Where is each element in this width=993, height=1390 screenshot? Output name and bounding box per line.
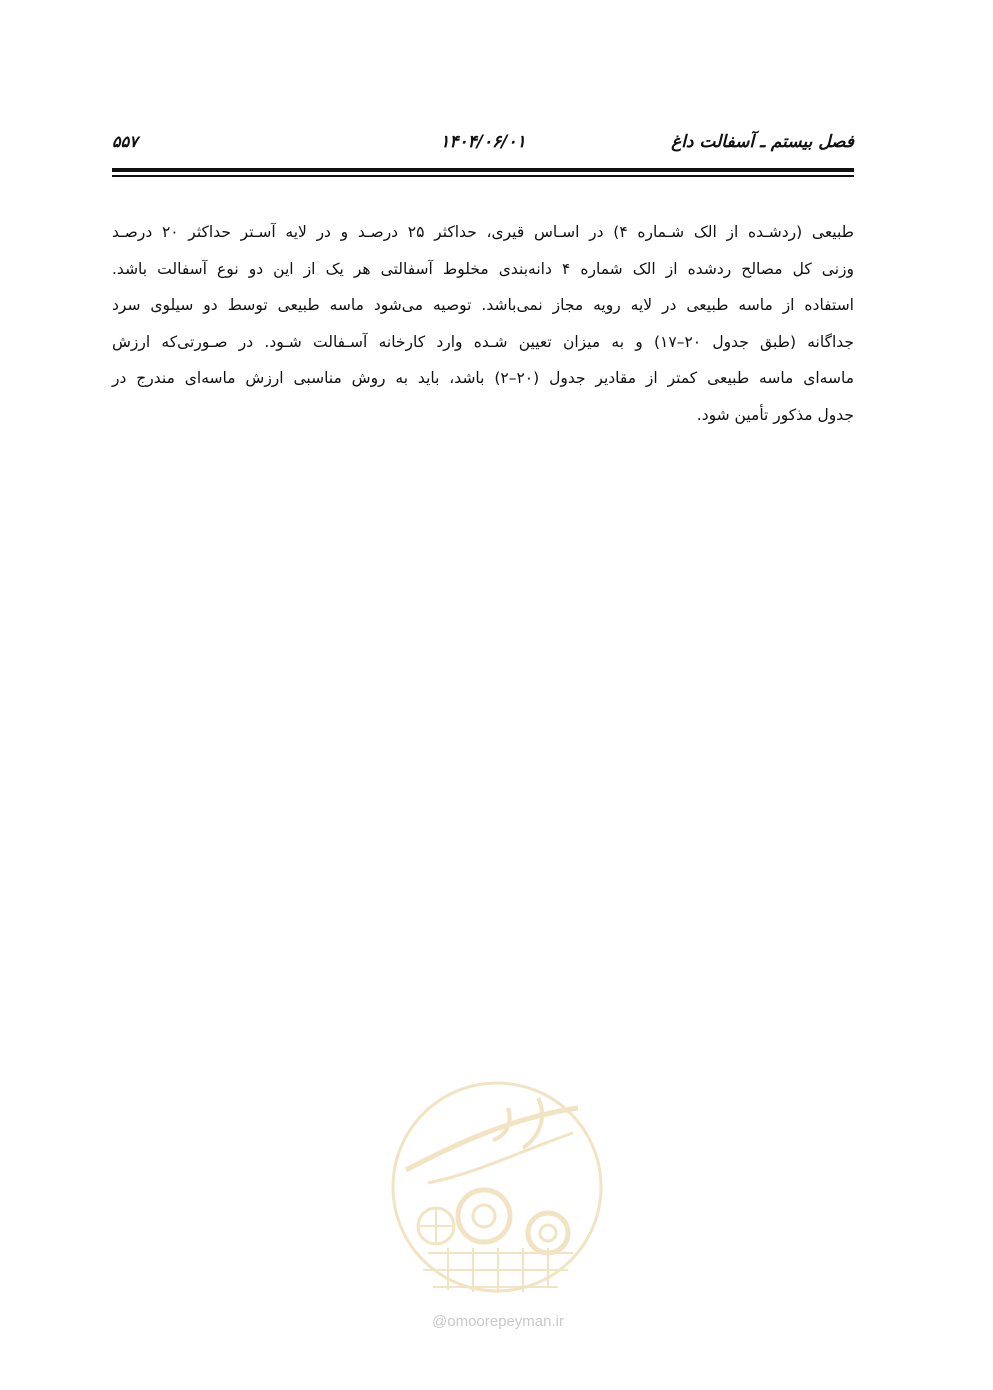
body-paragraph bbox=[112, 214, 854, 433]
page-header bbox=[112, 128, 854, 158]
header-rule-thick bbox=[112, 168, 854, 172]
revision-date: ۱۴۰۴/۰۶/۰۱ bbox=[440, 132, 526, 152]
header-rule-thin bbox=[112, 175, 854, 177]
paragraph-line: جدول مذکور تأمین شود. bbox=[696, 405, 854, 424]
watermark-logo-icon bbox=[388, 1078, 606, 1296]
paragraph-line: وزنی کل مصالح ردشده از الک شماره ۴ دانه‌بندی مخلوط آسفالتی هر یک از این دو نوع آسفالت باشد. bbox=[112, 259, 854, 278]
paragraph-line: جداگانه (طبق جدول ۲۰–۱۷) و به میزان تعیین شـده وارد کارخانه آسـفالت شـود. در صـورتی‌که ارزش bbox=[112, 332, 854, 351]
watermark-site: @omoorepeyman.ir bbox=[432, 1313, 564, 1330]
paragraph-line: ماسه‌ای ماسه طبیعی کمتر از مقادیر جدول (۲۰–۲) باشد، باید به روش مناسبی ارزش ماسه‌ای مندرج در bbox=[112, 369, 855, 387]
page-number: ۵۵۷ bbox=[112, 132, 138, 151]
paragraph-line: استفاده از ماسه طبیعی در لایه رویه مجاز نمی‌باشد. توصیه می‌شود ماسه طبیعی توسط دو سیلوی سرد bbox=[112, 296, 854, 314]
paragraph-line: طبیعی (ردشـده از الک شـماره ۴) در اسـاس قیری، حداکثر ۲۵ درصـد و در لایه آسـتر حداکثر ۲۰ درصـد bbox=[112, 223, 854, 241]
chapter-title: فصل بیستم ـ آسفالت داغ bbox=[671, 132, 854, 152]
